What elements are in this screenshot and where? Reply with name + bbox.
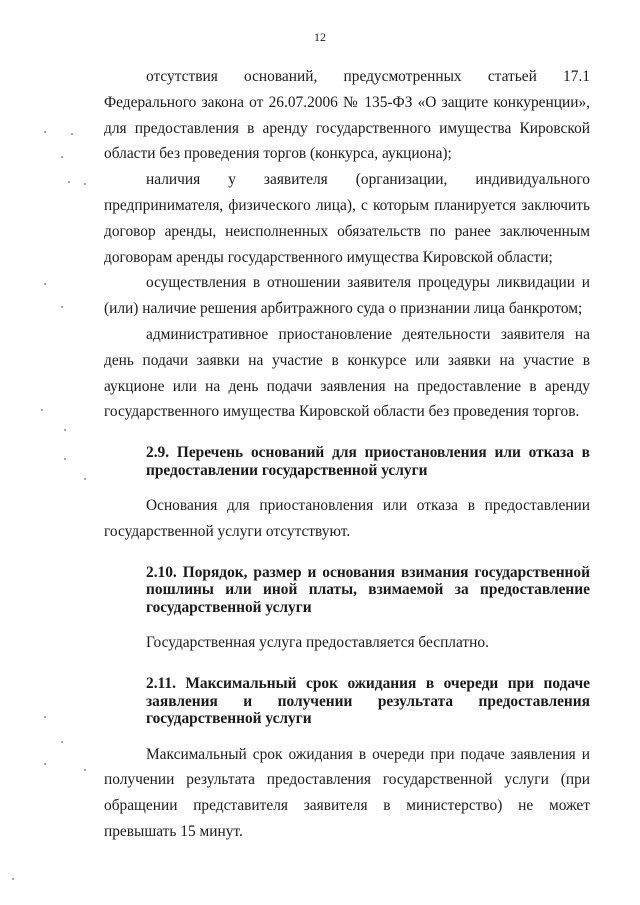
paragraph-service-free: Государственная услуга предоставляется бесплатно. xyxy=(146,634,489,652)
spacer xyxy=(104,656,590,675)
paragraph-grounds-article-17-1: отсутствия оснований, предусмотренных статьей 17.1 Федерального закона от 26.07.2006 № 135-ФЗ «О защите конкуренции», для предоставления в аренду государственного имущества Кировской области без проведения торгов (конкурса, аукциона); xyxy=(104,68,590,163)
spacer xyxy=(104,425,590,444)
section-heading-2-10: 2.10. Порядок, размер и основания взимания государственной пошлины или иной платы, взимаемой за предоставление государственной услуги xyxy=(146,563,590,616)
section-heading-2-11: 2.11. Максимальный срок ожидания в очереди при подаче заявления и получении результата предоставления государственной услуги xyxy=(146,675,590,728)
paragraph-liquidation-bankruptcy: осуществления в отношении заявителя процедуры ликвидации и (или) наличие решения арбитражного суда о признании лица банкротом; xyxy=(104,274,590,318)
paragraph-unfulfilled-obligations: наличия у заявителя (организации, индивидуального предпринимателя, физического лица), с которым планируется заключить договор аренды, неисполненных обязательств по ранее заключенным договорам аренды государственного имущества Кировской области; xyxy=(104,171,590,266)
spacer xyxy=(104,479,590,493)
spacer xyxy=(104,728,590,742)
page-number: 12 xyxy=(314,30,326,44)
spacer xyxy=(104,545,590,564)
spacer xyxy=(104,616,590,630)
paragraph-administrative-suspension: административное приостановление деятельности заявителя на день подачи заявки на участие в конкурсе или заявки на участие в аукционе или на день подачи заявления на предоставление в аренду государственного имущества Кировской области без проведения торгов. xyxy=(104,325,590,421)
section-heading-2-9: 2.9. Перечень оснований для приостановления или отказа в предоставлении государственной услуги xyxy=(146,444,590,479)
document-body xyxy=(104,64,590,845)
paragraph-no-grounds-for-refusal: Основания для приостановления или отказа в предоставлении государственной услуги отсутствуют. xyxy=(104,497,590,540)
paragraph-max-waiting-time: Максимальный срок ожидания в очереди при подаче заявления и получении результата предоставления государственной услуги (при обращении представителя заявителя в министерство) не может превышать 15 минут. xyxy=(104,745,590,840)
